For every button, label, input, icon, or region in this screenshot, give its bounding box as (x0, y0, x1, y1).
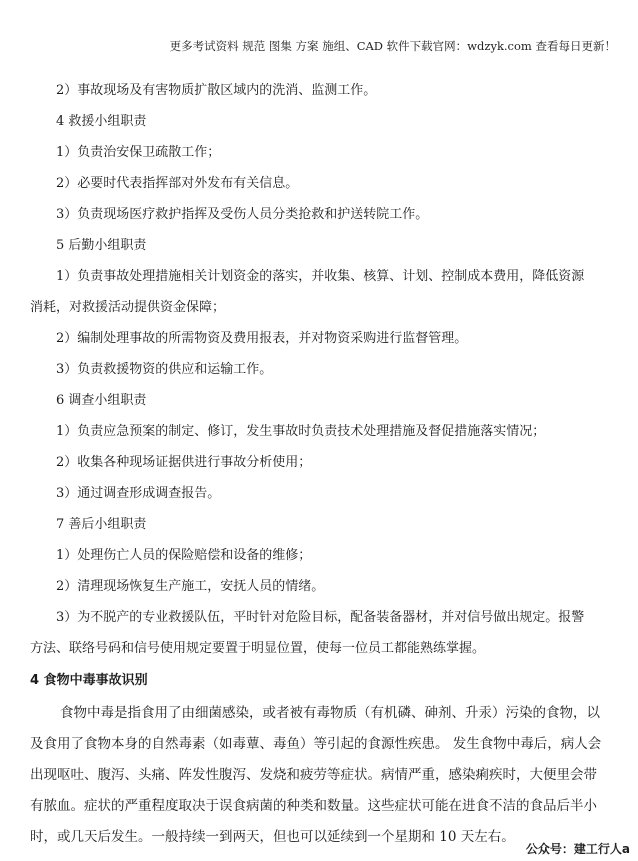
page-header-banner: 更多考试资料 规范 图集 方案 施组、CAD 软件下载官网：wdzyk.com 查看每日更新！ (169, 39, 616, 53)
text-line: 1）处理伤亡人员的保险赔偿和设备的维修； (56, 548, 312, 563)
subsection-title: 6 调查小组职责 (56, 393, 147, 408)
text-line: 消耗，对救援活动提供资金保障； (30, 300, 226, 315)
text-line: 2）清理现场恢复生产施工，安抚人员的情绪。 (56, 579, 325, 594)
text-line: 1）负责事故处理措施相关计划资金的落实，并收集、核算、计划、控制成本费用，降低资源 (56, 269, 585, 284)
subsection-title: 4 救援小组职责 (56, 114, 147, 129)
paragraph-line: 有脓血。症状的严重程度取决于误食病菌的种类和数量。这些症状可能在进食不洁的食品后半小 (30, 798, 597, 814)
text-line: 2）收集各种现场证据供进行事故分析使用； (56, 455, 312, 470)
paragraph-line: 食物中毒是指食用了由细菌感染，或者被有毒物质（有机磷、砷剂、升汞）污染的食物，以 (60, 705, 600, 721)
text-line: 3）为不脱产的专业救援队伍，平时针对危险目标，配备装备器材，并对信号做出规定。报警 (56, 610, 585, 625)
text-line: 1）负责治安保卫疏散工作； (56, 145, 221, 160)
text-line: 1）负责应急预案的制定、修订，发生事故时负责技术处理措施及督促措施落实情况； (56, 424, 546, 439)
text-line: 2）必要时代表指挥部对外发布有关信息。 (56, 176, 299, 191)
text-line: 3）负责现场医疗救护指挥及受伤人员分类抢救和护送转院工作。 (56, 207, 429, 222)
subsection-title: 5 后勤小组职责 (56, 238, 147, 253)
watermark-label: 公众号：建工行人a (525, 842, 630, 856)
paragraph-line: 及食用了食物本身的自然毒素（如毒蕈、毒鱼）等引起的食源性疾患。 发生食物中毒后，病人会 (30, 736, 602, 752)
paragraph-line: 时，或几天后发生。一般持续一到两天，但也可以延续到一个星期和 10 天左右。 (30, 829, 515, 845)
text-line: 3）通过调查形成调查报告。 (56, 486, 221, 501)
text-line: 2）事故现场及有害物质扩散区域内的洗消、监测工作。 (56, 83, 377, 98)
text-line: 3）负责救援物资的供应和运输工作。 (56, 362, 273, 377)
subsection-title: 7 善后小组职责 (56, 517, 147, 532)
section-heading: 4 食物中毒事故识别 (30, 673, 148, 688)
paragraph-line: 出现呕吐、腹泻、头痛、阵发性腹泻、发烧和疲劳等症状。病情严重，感染痢疾时，大便里会带 (30, 767, 597, 783)
text-line: 方法、联络号码和信号使用规定要置于明显位置，使每一位员工都能熟练掌握。 (30, 641, 486, 656)
text-line: 2）编制处理事故的所需物资及费用报表，并对物资采购进行监督管理。 (56, 331, 468, 346)
